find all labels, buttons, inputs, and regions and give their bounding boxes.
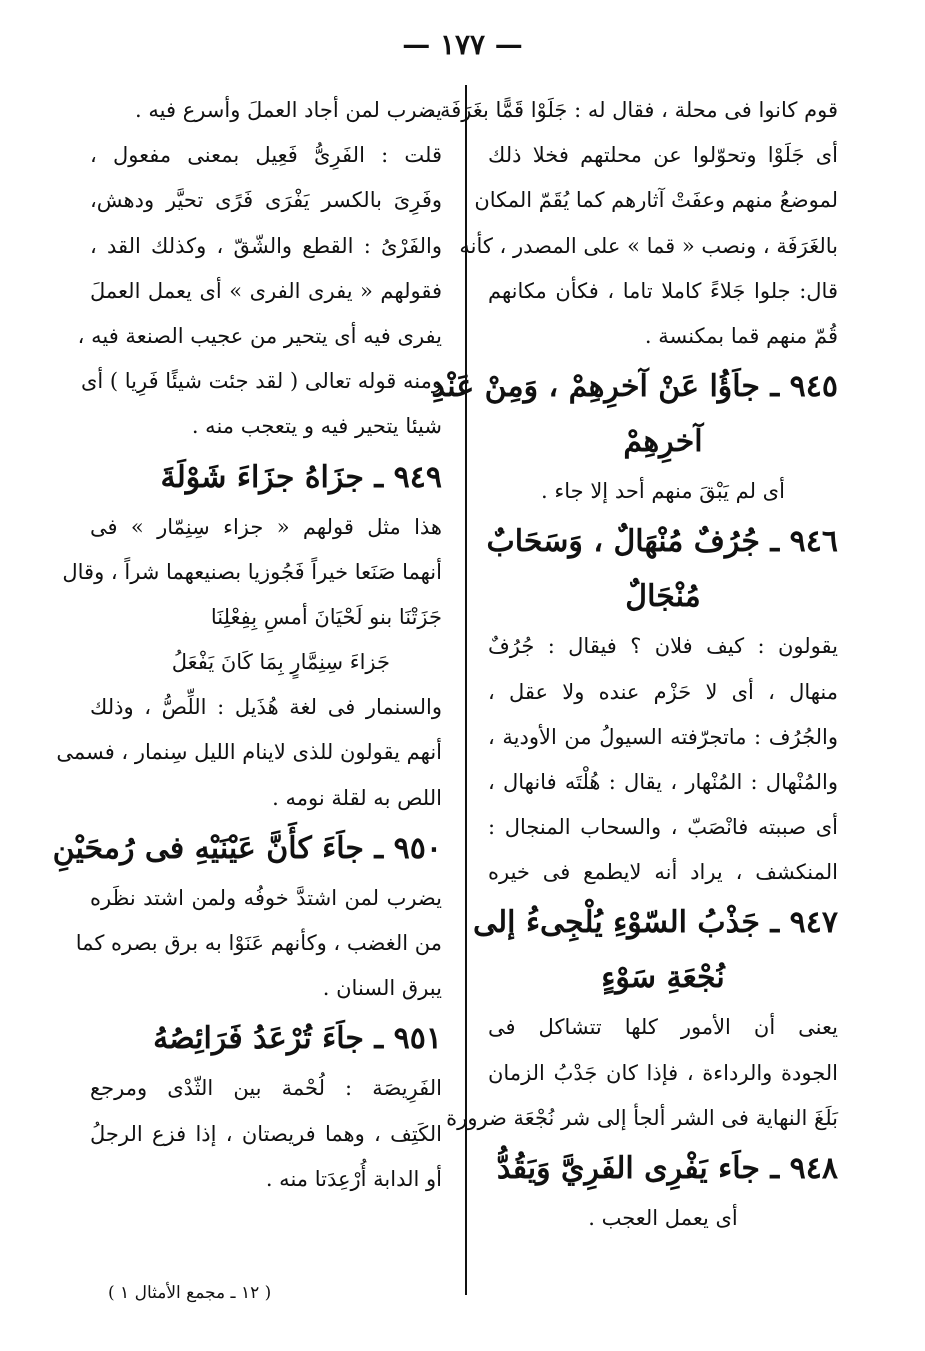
text-line: الجودة والرداءة ، فإذا كان جَدْبُ الزمان — [488, 1060, 838, 1085]
poem-verse-1: جَزَتْنَا بنو لَحْيَانَ أمسِ بِفِعْلِنَا — [210, 604, 442, 629]
text-line: والمُنْهال : المُنْهار ، يقال : هُلْتَه فانهال ، — [488, 769, 838, 794]
left-column — [52, 88, 442, 1202]
text-line: بالغَرَفَة ، ونصب « قما » على المصدر ، كأنه — [459, 233, 838, 258]
text-line: قلت : الفَرِىُّ فَعِيل بمعنى مفعول ، — [90, 143, 442, 168]
text-line: والجُرُف : ماتجرّفته السيولُ من الأودية ، — [488, 724, 838, 749]
text-line: والسنمار فى لغة هُذَيل : اللِّصُّ ، وذلك — [90, 695, 442, 720]
text-line: يبرق السنان . — [322, 976, 442, 1001]
proverb-945-explanation: أى لم يَبْقَ منهم أحد إلا جاء . — [541, 479, 785, 504]
proverb-945-heading: ٩٤٥ ـ جاَؤُا عَنْ آخرِهِمْ ، وَمِنْ عَنْدِ — [431, 369, 838, 405]
proverb-947-heading: ٩٤٧ ـ جَذْبُ السّوْءِ يُلْجِىءُ إلى — [473, 905, 838, 941]
text-line: الكَتِف ، وهما فريصتان ، إذا فزع الرجلُ — [90, 1121, 442, 1146]
source-footnote: ( ١٢ ـ مجمع الأمثال ١ ) — [108, 1283, 272, 1303]
text-line: يعنى أن الأمور كلها تتشاكل فى — [488, 1015, 838, 1040]
text-line: الفَرِيصَة : لُحْمة بين الثّدْى ومرجع — [90, 1076, 442, 1101]
text-line: يضرب لمن أجاد العملَ وأسرع فيه . — [135, 98, 442, 122]
text-line: أنهم يقولون للذى لاينام الليل سِنمار ، فسمى — [56, 740, 442, 765]
text-line: ومنه قوله تعالى ( لقد جئت شيئًا فَرِيا ) أى — [80, 369, 442, 394]
text-line: وفَرِىَ بالكسر يَفْرَى فَرًى تحيَّر ودهش، — [90, 188, 442, 213]
text-line: فقولهم « يفرى الفرى » أى يعمل العملَ — [90, 278, 442, 303]
text-line: يفرى فيه أى يتحير من عجيب الصنعة فيه ، — [77, 323, 442, 348]
text-line: أى صببته فانْصَبّ ، والسحاب المنجال : — [488, 815, 838, 840]
text-line: من الغضب ، وكأنهم عَنَوْا به برق بصره كما — [75, 931, 442, 955]
proverb-947-continuation: نُجْعَةِ سَوْءٍ — [601, 960, 725, 996]
text-line: اللص به لقلة نومه . — [272, 785, 442, 810]
text-line: قال: جلوا جَلاءً كاملا تاما ، فكأن مكانهم — [488, 278, 838, 303]
poem-verse-2: جَزاءَ سِنِمَّارٍ بِمَا كَانَ يَفْعَلُ — [171, 650, 390, 675]
right-column — [426, 88, 838, 1241]
proverb-949-heading: ٩٤٩ ـ جزَاهُ جزَاءَ شَوْلَةَ — [160, 459, 442, 495]
page-number: — ١٧٧ — — [402, 28, 523, 61]
text-line: قوم كانوا فى محلة ، فقال له : جَلَوْا قَمًّا بغَرَفَة ، — [426, 98, 838, 122]
text-line: منهال ، أى لا حَزْم عنده ولا عقل ، — [488, 679, 838, 704]
text-line: يقولون : كيف فلان ؟ فيقال : جُرُفٌ — [488, 634, 838, 659]
text-line: والفَرْىُ : القطع والشّقّ ، وكذلك القد ، — [90, 233, 442, 258]
text-line: المنكشف ، يراد أنه لايطمع فى خيره — [488, 860, 838, 885]
proverb-945-continuation: آخرِهِمْ — [623, 424, 703, 460]
text-line: أنهما صَنَعا خيراً فَجُوزيا بصنيعهما شراً ، وقال — [62, 559, 442, 584]
text-line: هذا مثل قولهم « جزاء سِنِمّار » فى — [90, 514, 442, 539]
proverb-951-heading: ٩٥١ ـ جاَءَ تُرْعَدُ فَرَائِصُهُ — [153, 1021, 442, 1057]
text-line: قُمّ منهم قما بمكنسة . — [644, 323, 838, 348]
text-line: شيئا يتحير فيه و يتعجب منه . — [191, 414, 442, 439]
text-line: أو الدابة أُرْعِدَتا منه . — [265, 1166, 442, 1191]
proverb-946-continuation: مُنْجَالٌ — [625, 579, 701, 615]
proverb-946-heading: ٩٤٦ ـ جُرُفٌ مُنْهَالٌ ، وَسَحَابٌ — [486, 524, 838, 560]
text-line: أى جَلَوْا وتحوّلوا عن محلتهم فخلا ذلك — [488, 143, 838, 168]
proverb-948-heading: ٩٤٨ ـ جاَء يَفْرِى الفَرِيَّ وَيَقُدُّ — [496, 1151, 838, 1186]
proverb-948-explanation: أى يعمل العجب . — [588, 1206, 738, 1230]
text-line: يضرب لمن اشتدَّ خوفُه ولمن اشتد نظَره — [90, 885, 442, 910]
proverb-950-heading: ٩٥٠ ـ جاَءَ كأَنَّ عَيْنَيْهِ فى رُمحَيْنِ — [52, 830, 442, 866]
text-line: لموضعُ منهم وعفَتْ آثارهم كما يُقَمّ المكان — [474, 188, 838, 213]
text-line: بَلَغَ النهاية فى الشر ألجأ إلى شر نُجْعَة ضرورة — [446, 1105, 838, 1130]
